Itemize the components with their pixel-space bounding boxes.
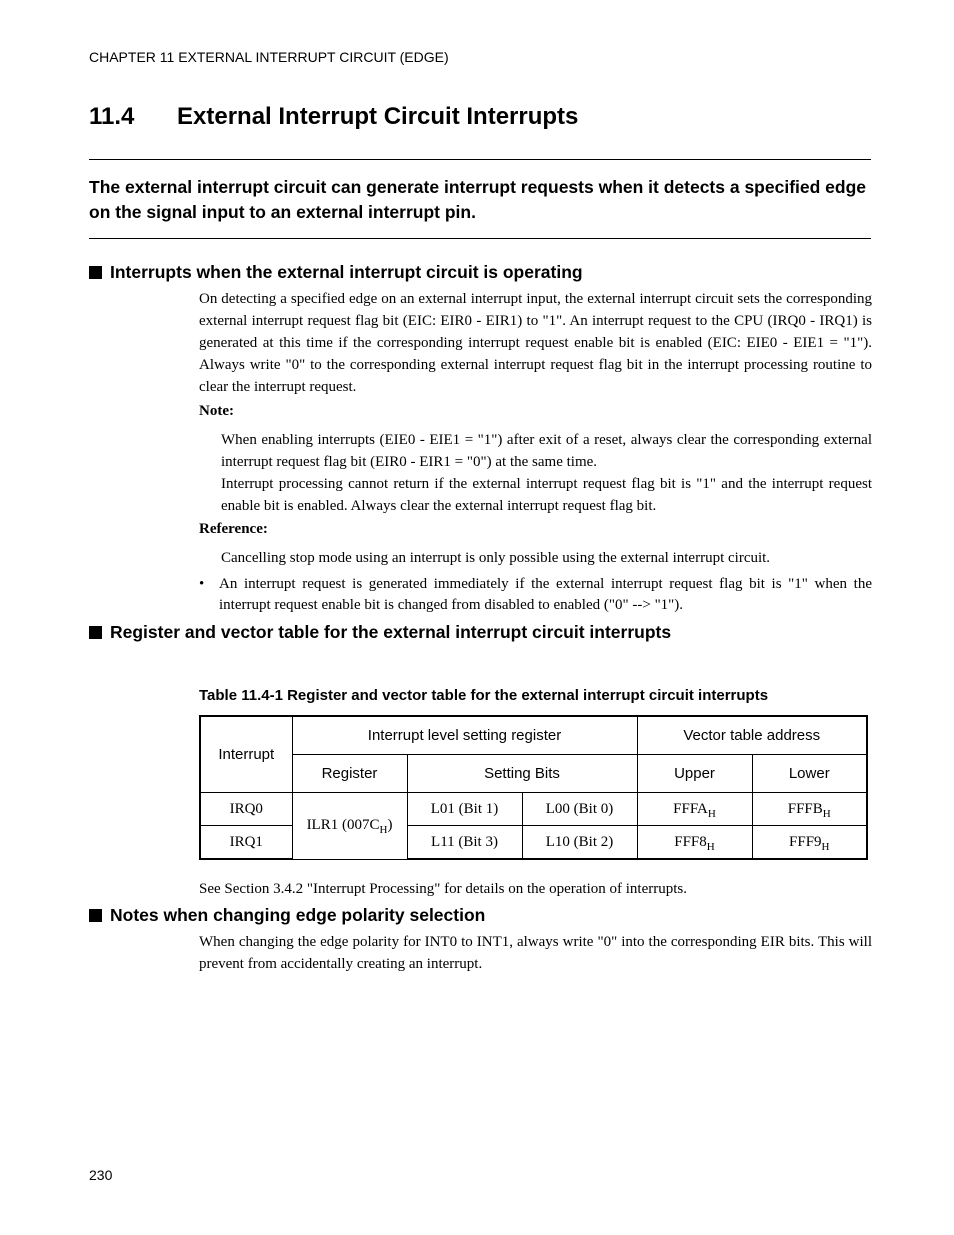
section-summary: The external interrupt circuit can generate interrupt requests when it detects a specified edge on the signal input to an external interrupt pin. [89, 177, 867, 222]
setting-bit-cell: L00 (Bit 0) [522, 793, 637, 826]
upper-address-cell [637, 793, 752, 826]
summary-bottom-rule [89, 238, 871, 239]
setting-bit-cell: L10 (Bit 2) [522, 826, 637, 860]
operating-heading-text: Interrupts when the external interrupt circuit is operating [110, 262, 583, 282]
square-bullet-icon [89, 266, 102, 279]
reference-label: Reference: [199, 521, 268, 537]
section-title-text: External Interrupt Circuit Interrupts [177, 103, 579, 130]
lower-address-cell [752, 793, 867, 826]
upper-address: FFFA [673, 800, 708, 817]
setting-bit-cell: L01 (Bit 1) [407, 793, 522, 826]
polarity-heading-text: Notes when changing edge polarity selection [110, 905, 486, 925]
note-text-2: Interrupt processing cannot return if the external interrupt request flag bit is "1" and the interrupt request enable bit is enabled. Always clear the external interrupt request flag bit. [221, 476, 872, 514]
register-close-paren: ) [387, 817, 393, 834]
header-lower: Lower [752, 755, 867, 793]
upper-address-cell [637, 826, 752, 860]
header-upper: Upper [637, 755, 752, 793]
note-label: Note: [199, 403, 234, 419]
vector-table [199, 715, 868, 860]
operating-heading [89, 262, 583, 283]
setting-bit-cell: L11 (Bit 3) [407, 826, 522, 860]
register-heading-text: Register and vector table for the external interrupt circuit interrupts [110, 622, 672, 642]
lower-address: FFF9 [789, 833, 822, 850]
section-title [89, 103, 578, 131]
note-text-1: When enabling interrupts (EIE0 - EIE1 = "1") after exit of a reset, always clear the corresponding external interrupt request flag bit (EIR0 - EIR1 = "0") at the same time. [221, 432, 872, 470]
polarity-body: When changing the edge polarity for INT0 to INT1, always write "0" into the corresponding EIR bits. This will prevent from accidentally creating an interrupt. [199, 934, 872, 972]
polarity-heading [89, 905, 485, 926]
upper-address-subscript: H [706, 840, 715, 853]
operating-body: On detecting a specified edge on an external interrupt input, the external interrupt circuit sets the corresponding external interrupt request flag bit (EIC: EIR0 - EIR1) to "1". An interrupt request to the CPU (IRQ0 - IRQ1) is generated at this time if the corresponding interrupt request enable bit is enabled (EIC: EIE0 - EIE1 = "1"). Always write "0" to the corresponding external interrupt request flag bit in the interrupt processing routine to clear the interrupt request. [199, 291, 872, 395]
lower-address-cell [752, 826, 867, 860]
header-interrupt: Interrupt [200, 716, 292, 793]
interrupt-cell: IRQ1 [200, 826, 292, 860]
register-heading [89, 622, 671, 643]
header-vector-table-address: Vector table address [637, 716, 867, 755]
upper-address-subscript: H [707, 807, 716, 820]
header-interrupt-level-setting-register: Interrupt level setting register [292, 716, 637, 755]
register-subscript: H [379, 824, 388, 837]
lower-address-subscript: H [821, 840, 830, 853]
bullet-text: An interrupt request is generated immediately if the external interrupt request flag bit is "1" when the interrupt request enable bit is changed from disabled to enabled ("0" --> "1"). [219, 576, 872, 613]
table-subheader-row [200, 755, 867, 793]
square-bullet-icon [89, 909, 102, 922]
header-setting-bits: Setting Bits [407, 755, 637, 793]
upper-address: FFF8 [674, 833, 707, 850]
bullet-item [199, 574, 872, 616]
see-section-note: See Section 3.4.2 "Interrupt Processing" for details on the operation of interrupts. [199, 881, 687, 897]
reference-text: Cancelling stop mode using an interrupt is only possible using the external interrupt circuit. [221, 550, 771, 566]
table-caption: Table 11.4-1 Register and vector table for the external interrupt circuit interrupts [199, 687, 769, 704]
lower-address: FFFB [787, 800, 823, 817]
summary-top-rule [89, 159, 871, 160]
square-bullet-icon [89, 626, 102, 639]
page-number: 230 [89, 1167, 113, 1183]
table-header-row [200, 716, 867, 755]
chapter-header: CHAPTER 11 EXTERNAL INTERRUPT CIRCUIT (EDGE) [89, 49, 449, 65]
section-number: 11.4 [89, 103, 135, 130]
bullet-dot-icon: • [199, 576, 205, 592]
table-row [200, 793, 867, 826]
register-cell [292, 793, 407, 860]
lower-address-subscript: H [822, 807, 831, 820]
register-name: ILR1 (007C [306, 817, 380, 834]
header-register: Register [292, 755, 407, 793]
interrupt-cell: IRQ0 [200, 793, 292, 826]
